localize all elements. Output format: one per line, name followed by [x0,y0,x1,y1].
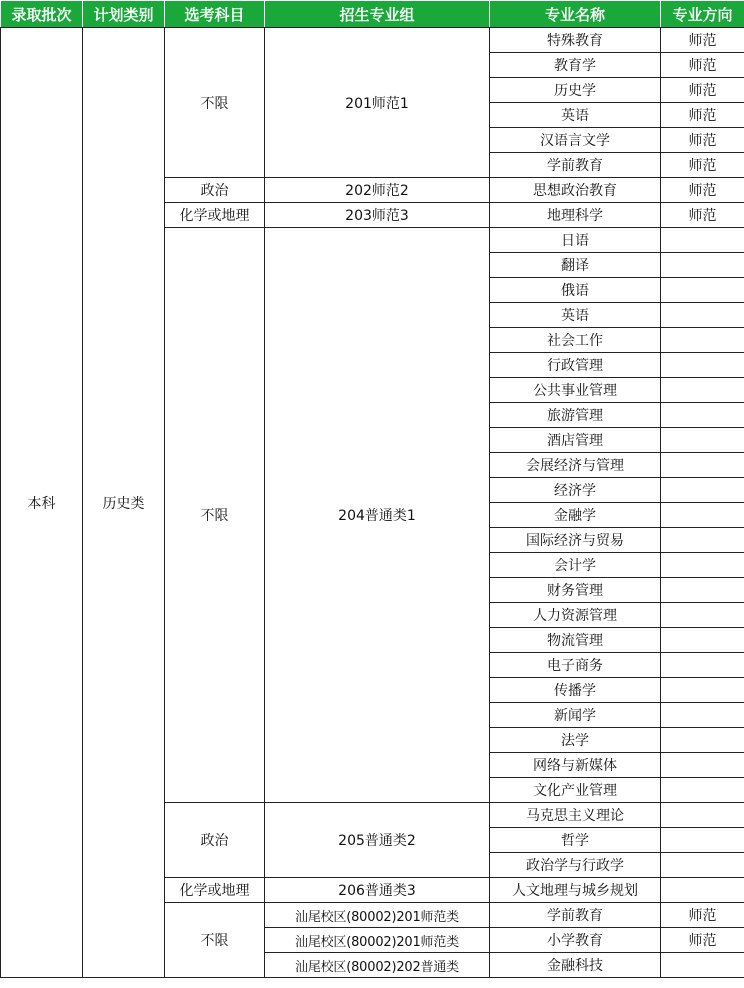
major-name-cell: 人力资源管理 [490,603,661,628]
group-cell: 201师范1 [265,28,490,178]
major-direction-cell [661,603,744,628]
major-direction-cell [661,303,744,328]
major-name-cell: 历史学 [490,78,661,103]
group-cell: 汕尾校区(80002)201师范类 [265,928,490,953]
major-name-cell: 金融科技 [490,953,661,978]
major-direction-cell [661,428,744,453]
major-direction-cell [661,578,744,603]
major-direction-cell: 师范 [661,103,744,128]
major-name-cell: 俄语 [490,278,661,303]
major-direction-cell: 师范 [661,178,744,203]
batch-cell: 本科 [1,28,83,978]
major-name-cell: 国际经济与贸易 [490,528,661,553]
header-group: 招生专业组 [265,1,490,28]
major-name-cell: 酒店管理 [490,428,661,453]
header-category: 计划类别 [83,1,165,28]
header-row [1,1,744,28]
major-name-cell: 小学教育 [490,928,661,953]
subject-cell: 政治 [165,803,265,878]
major-name-cell: 学前教育 [490,153,661,178]
subject-cell: 不限 [165,903,265,978]
major-name-cell: 翻译 [490,253,661,278]
category-cell: 历史类 [83,28,165,978]
major-name-cell: 会展经济与管理 [490,453,661,478]
subject-cell: 化学或地理 [165,878,265,903]
major-direction-cell [661,553,744,578]
group-cell: 204普通类1 [265,228,490,803]
major-direction-cell: 师范 [661,203,744,228]
major-direction-cell [661,453,744,478]
group-cell: 203师范3 [265,203,490,228]
major-name-cell: 网络与新媒体 [490,753,661,778]
major-name-cell: 特殊教育 [490,28,661,53]
major-direction-cell [661,778,744,803]
table-body [1,28,744,978]
major-name-cell: 传播学 [490,678,661,703]
major-direction-cell [661,528,744,553]
major-direction-cell: 师范 [661,153,744,178]
group-cell: 202师范2 [265,178,490,203]
major-name-cell: 思想政治教育 [490,178,661,203]
major-name-cell: 英语 [490,303,661,328]
major-name-cell: 旅游管理 [490,403,661,428]
subject-cell: 不限 [165,28,265,178]
major-name-cell: 汉语言文学 [490,128,661,153]
major-direction-cell [661,803,744,828]
major-name-cell: 政治学与行政学 [490,853,661,878]
major-name-cell: 电子商务 [490,653,661,678]
major-name-cell: 文化产业管理 [490,778,661,803]
major-direction-cell [661,503,744,528]
group-cell: 汕尾校区(80002)201师范类 [265,903,490,928]
major-name-cell: 金融学 [490,503,661,528]
major-direction-cell [661,878,744,903]
table-row [1,28,744,53]
header-major: 专业名称 [490,1,661,28]
subject-cell: 不限 [165,228,265,803]
header-batch: 录取批次 [1,1,83,28]
major-name-cell: 日语 [490,228,661,253]
major-name-cell: 人文地理与城乡规划 [490,878,661,903]
major-name-cell: 经济学 [490,478,661,503]
major-direction-cell [661,403,744,428]
major-direction-cell [661,728,744,753]
major-name-cell: 公共事业管理 [490,378,661,403]
major-name-cell: 马克思主义理论 [490,803,661,828]
major-name-cell: 新闻学 [490,703,661,728]
major-name-cell: 物流管理 [490,628,661,653]
major-direction-cell [661,953,744,978]
major-direction-cell: 师范 [661,28,744,53]
major-direction-cell: 师范 [661,53,744,78]
major-direction-cell [661,253,744,278]
subject-cell: 化学或地理 [165,203,265,228]
major-name-cell: 学前教育 [490,903,661,928]
major-direction-cell [661,278,744,303]
major-direction-cell [661,228,744,253]
group-cell: 205普通类2 [265,803,490,878]
major-name-cell: 社会工作 [490,328,661,353]
major-direction-cell [661,703,744,728]
major-direction-cell: 师范 [661,78,744,103]
major-direction-cell: 师范 [661,903,744,928]
major-direction-cell [661,828,744,853]
major-direction-cell [661,753,744,778]
major-direction-cell: 师范 [661,128,744,153]
subject-cell: 政治 [165,178,265,203]
major-name-cell: 法学 [490,728,661,753]
header-direction: 专业方向 [661,1,744,28]
major-direction-cell [661,853,744,878]
major-name-cell: 行政管理 [490,353,661,378]
major-name-cell: 地理科学 [490,203,661,228]
major-direction-cell: 师范 [661,928,744,953]
group-cell: 汕尾校区(80002)202普通类 [265,953,490,978]
major-name-cell: 英语 [490,103,661,128]
major-direction-cell [661,678,744,703]
major-name-cell: 教育学 [490,53,661,78]
major-name-cell: 会计学 [490,553,661,578]
major-name-cell: 哲学 [490,828,661,853]
group-cell: 206普通类3 [265,878,490,903]
major-direction-cell [661,328,744,353]
major-direction-cell [661,478,744,503]
major-direction-cell [661,653,744,678]
header-subject: 选考科目 [165,1,265,28]
major-direction-cell [661,378,744,403]
major-name-cell: 财务管理 [490,578,661,603]
major-direction-cell [661,628,744,653]
major-direction-cell [661,353,744,378]
